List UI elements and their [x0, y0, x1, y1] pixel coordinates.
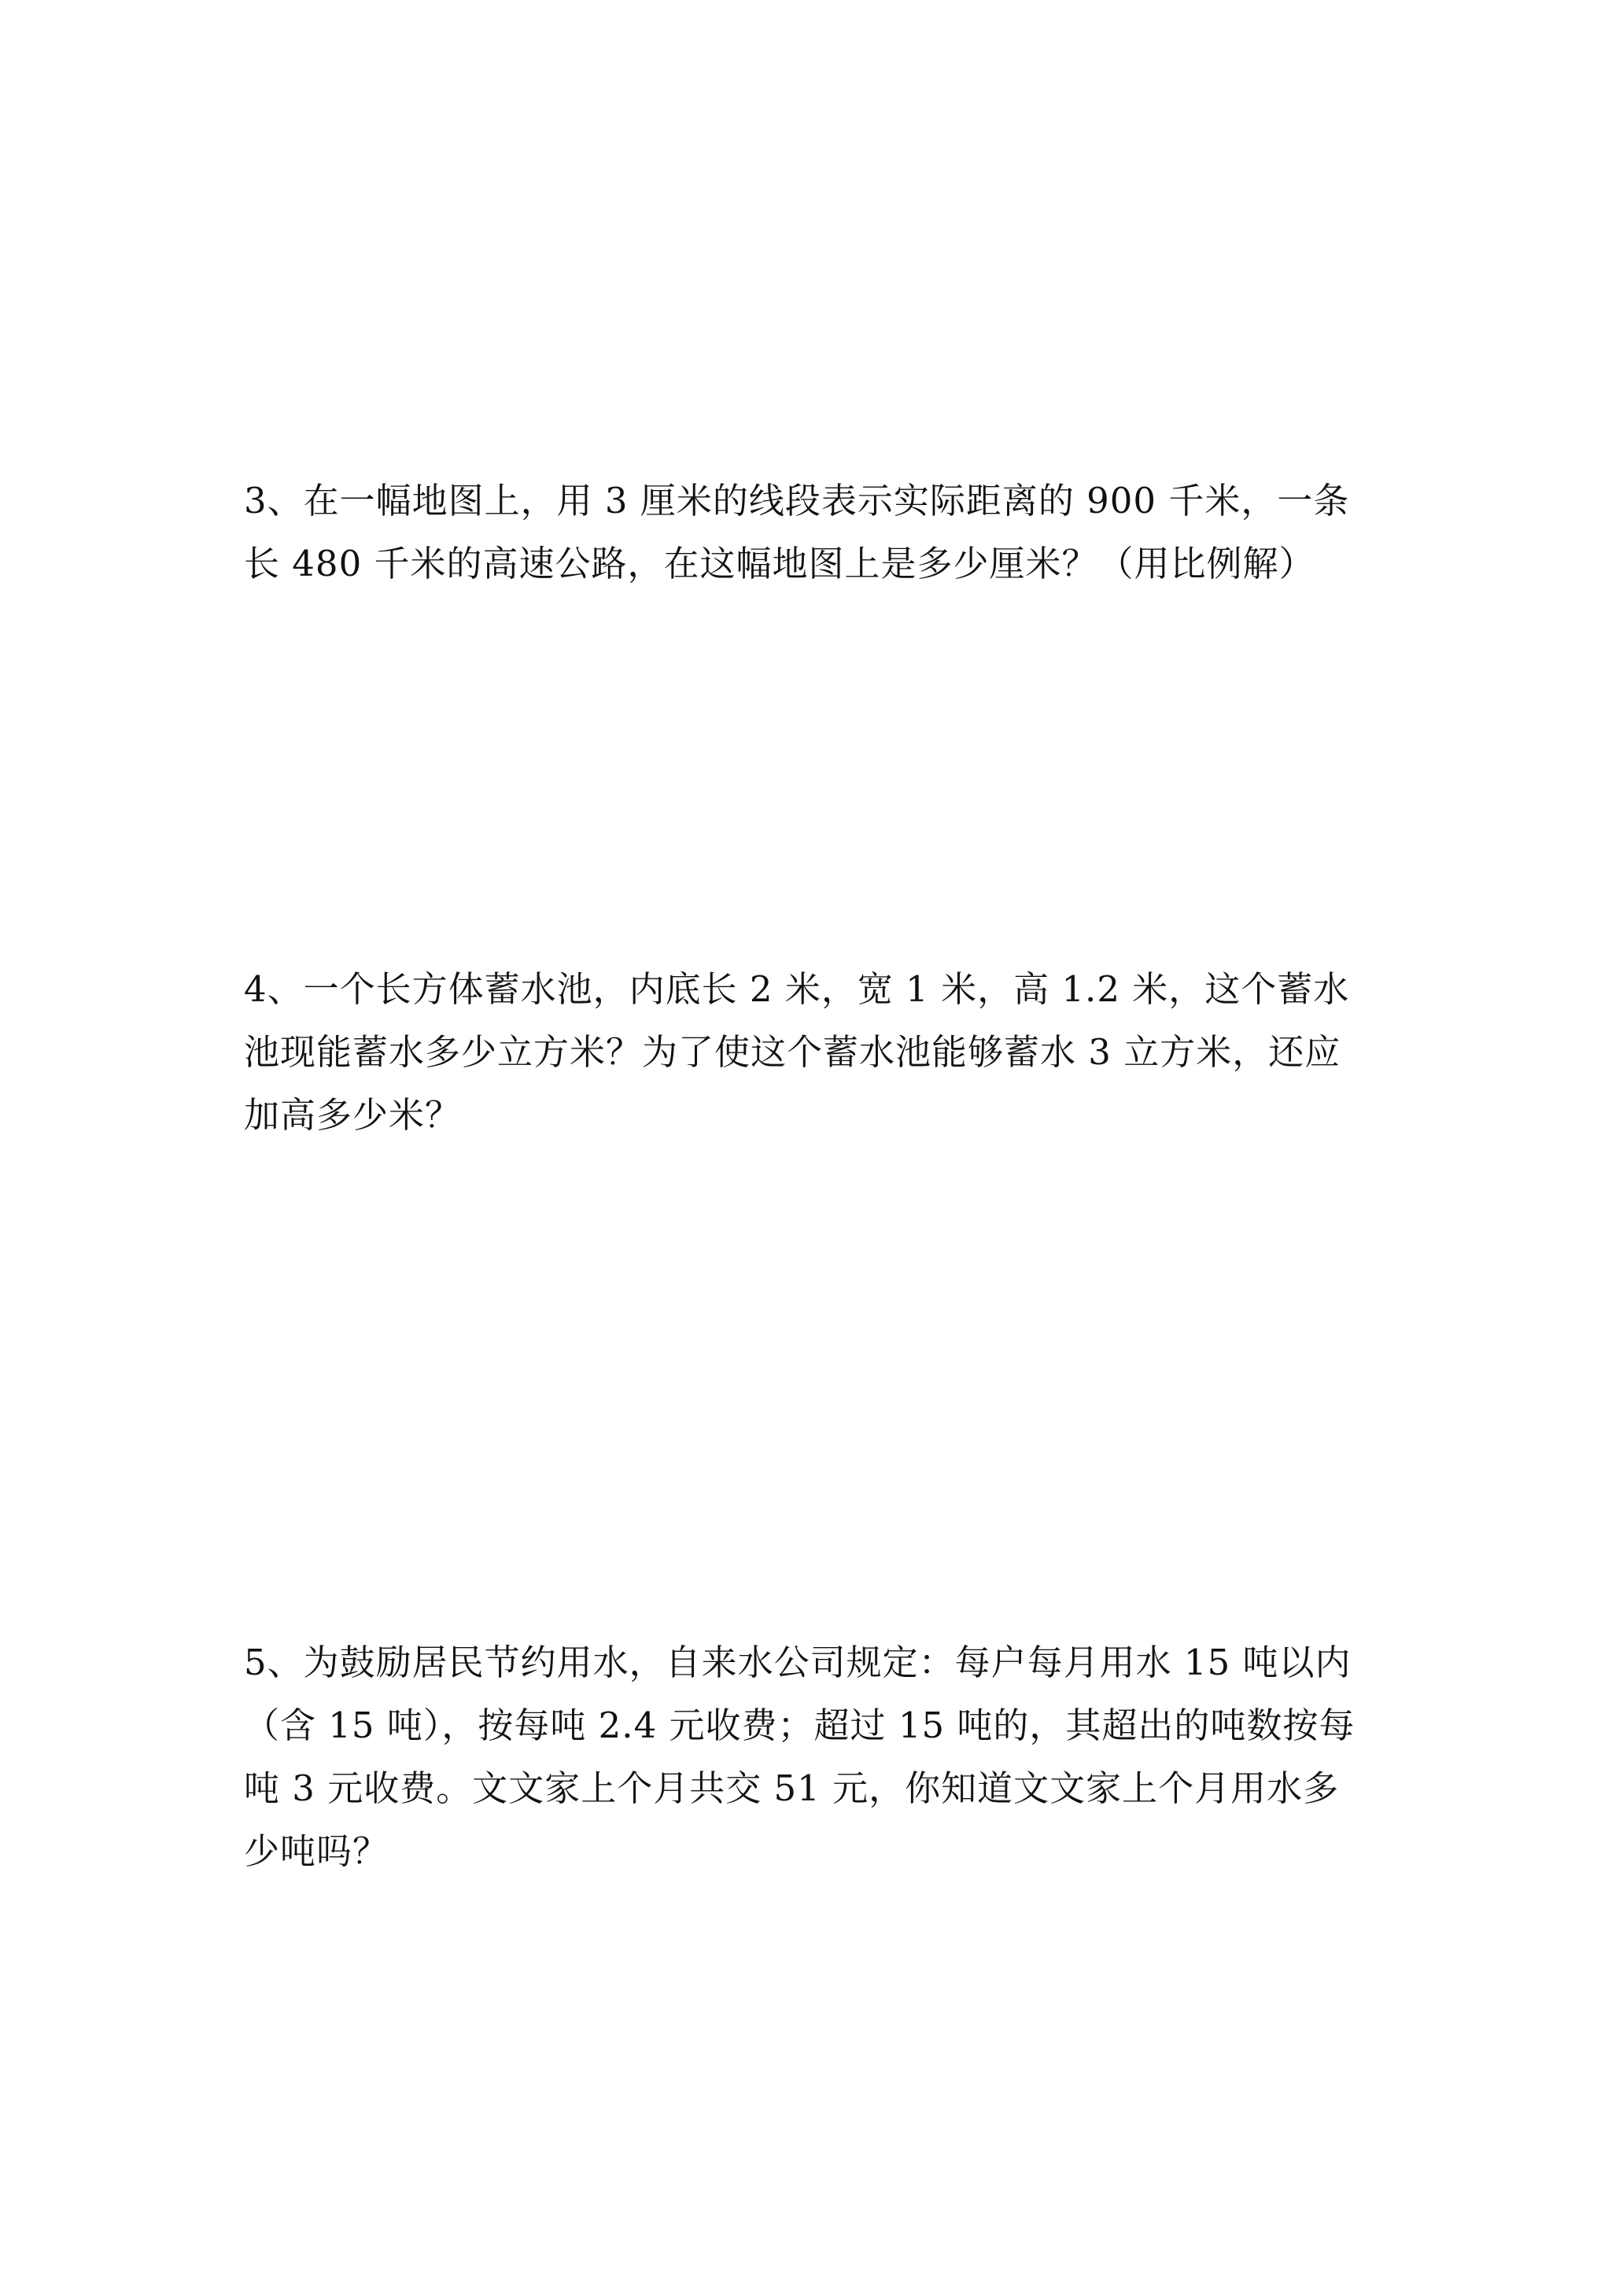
- problem-4-line-1: 4、一个长方体蓄水池，内底长 2 米，宽 1 米，高 1.2 米，这个蓄水: [244, 968, 1350, 1010]
- problem-5-line-2: （含 15 吨），按每吨 2.4 元收费；超过 15 吨的，其超出的吨数按每: [244, 1704, 1356, 1746]
- problem-5: [244, 1631, 1385, 1883]
- problem-3: [244, 470, 1385, 595]
- problem-5-line-1: 5、为鼓励居民节约用水，自来水公司规定：每户每月用水 15 吨以内: [244, 1642, 1352, 1683]
- problem-3-line-2: 长 480 千米的高速公路，在这幅地图上是多少厘米？（用比例解）: [244, 543, 1315, 584]
- problem-5-line-4: 少吨吗？: [244, 1830, 389, 1872]
- problem-4-line-2: 池现能蓄水多少立方米？为了使这个蓄水池能够蓄水 3 立方米，还应: [244, 1031, 1341, 1073]
- problem-4: [244, 958, 1385, 1147]
- problem-5-line-3: 吨 3 元收费。文文家上个月共交 51 元，你知道文文家上个月用水多: [244, 1767, 1340, 1809]
- problem-3-line-1: 3、在一幅地图上，用 3 厘米的线段表示实际距离的 900 千米，一条: [244, 480, 1350, 521]
- problem-4-line-3: 加高多少米？: [244, 1094, 462, 1136]
